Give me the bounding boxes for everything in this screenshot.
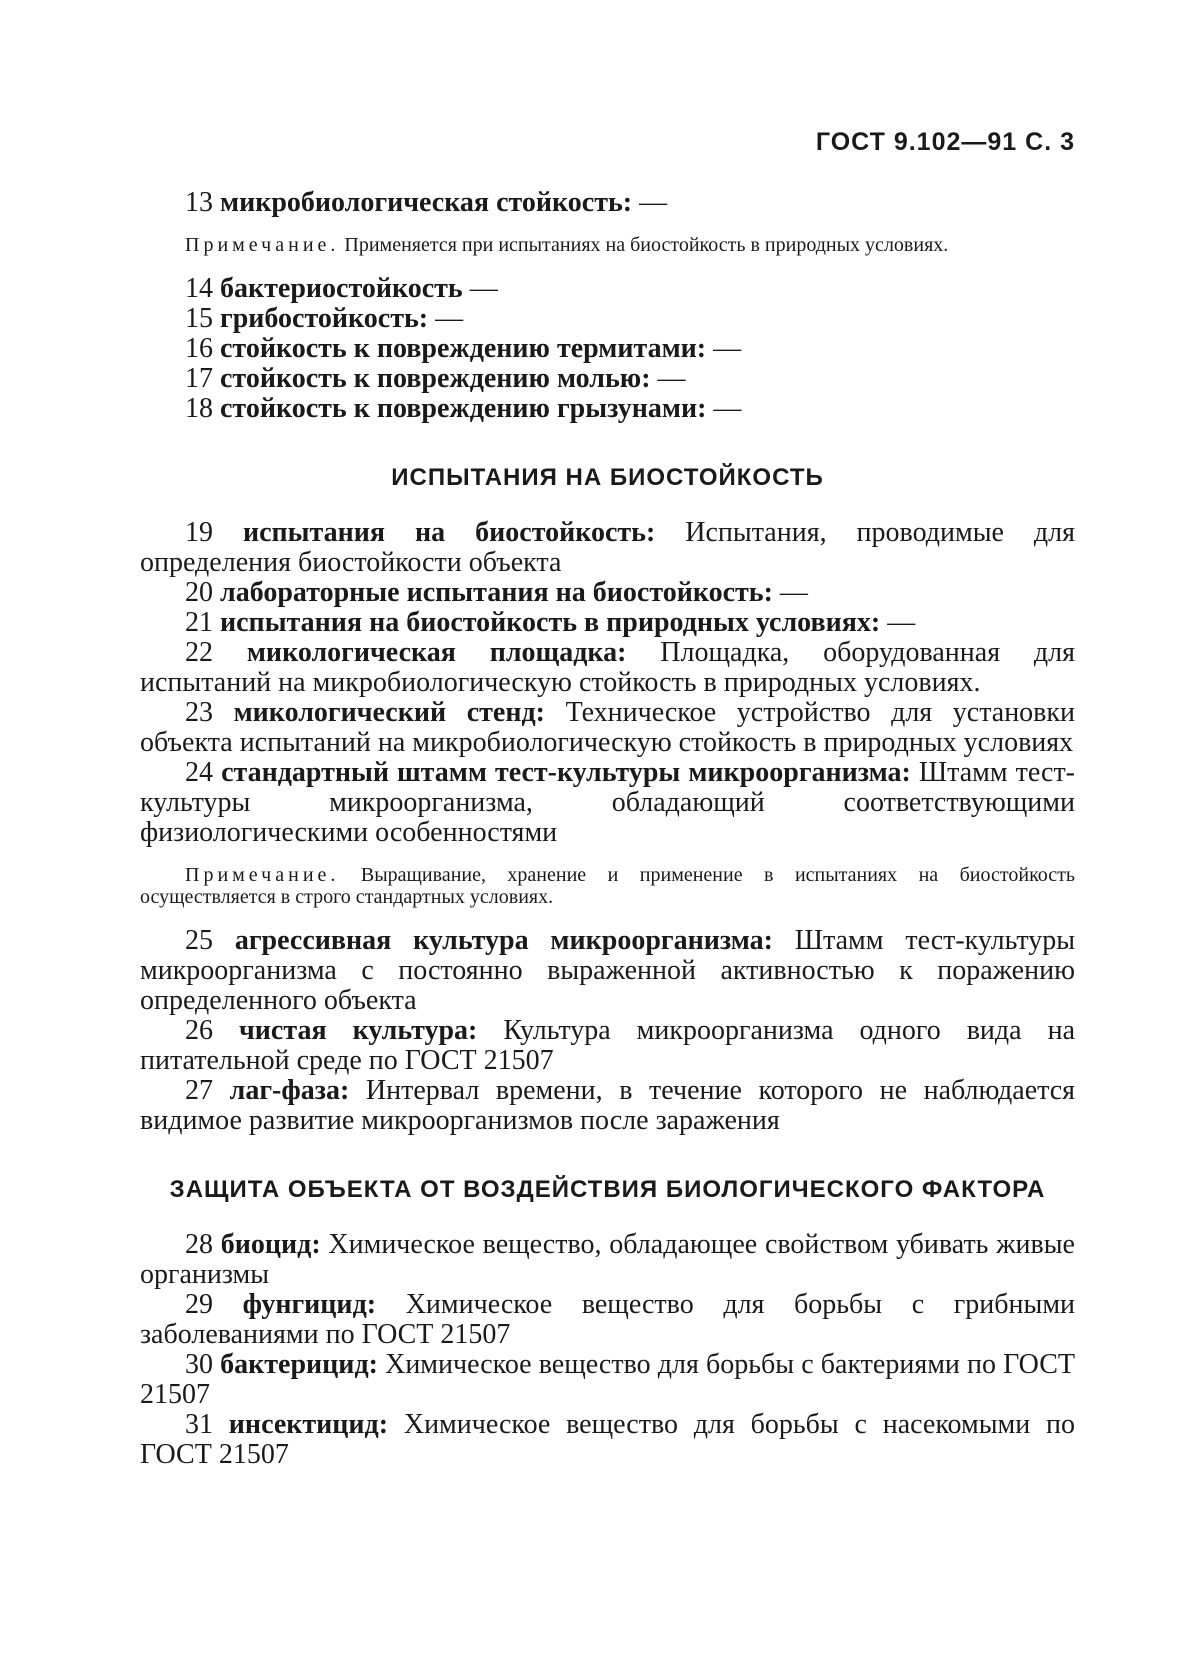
term-name: агрессивная культура микроорганизма: <box>234 925 773 956</box>
term-entry <box>140 1230 1075 1290</box>
entry-group-e <box>140 1230 1075 1470</box>
page-header: ГОСТ 9.102—91 С. 3 <box>815 128 1075 156</box>
entry-group-a <box>140 188 1075 218</box>
term-number: 15 <box>185 303 213 334</box>
term-name: испытания на биостойкость в природных условиях: <box>220 607 881 638</box>
note-b-label: Примечание. <box>185 864 340 886</box>
term-definition: Техническое устройство для установки объекта испытаний на микробиологическую стойкость в природных условиях <box>140 697 1075 758</box>
term-number: 19 <box>185 517 213 548</box>
term-number: 14 <box>185 273 213 304</box>
term-definition: — <box>469 273 498 304</box>
term-number: 13 <box>185 187 213 218</box>
entry-group-d <box>140 926 1075 1136</box>
term-name: фунгицид: <box>242 1289 377 1320</box>
term-definition: — <box>779 577 808 608</box>
entry-group-b <box>140 274 1075 424</box>
term-entry <box>140 698 1075 758</box>
term-name: инсектицид: <box>228 1409 389 1440</box>
term-name: бактерицид: <box>220 1349 378 1380</box>
term-number: 28 <box>185 1229 213 1260</box>
entry-group-c <box>140 518 1075 848</box>
term-number: 25 <box>185 925 213 956</box>
note-a-label: Примечание. <box>185 234 340 256</box>
term-number: 16 <box>185 333 213 364</box>
term-name: микологическая площадка: <box>246 637 627 668</box>
term-definition: Химическое вещество, обладающее свойством убивать живые организмы <box>140 1229 1075 1290</box>
term-definition: Химическое вещество для борьбы с грибными заболеваниями по ГОСТ 21507 <box>140 1289 1076 1350</box>
term-number: 31 <box>185 1409 213 1440</box>
section-heading-tests: ИСПЫТАНИЯ НА БИОСТОЙКОСТЬ <box>391 464 824 491</box>
term-entry <box>140 304 1075 334</box>
term-number: 26 <box>185 1015 213 1046</box>
term-entry <box>140 1290 1075 1350</box>
term-name: стойкость к повреждению грызунами: <box>220 393 707 424</box>
term-definition: — <box>713 393 742 424</box>
term-definition: — <box>657 363 686 394</box>
term-number: 20 <box>185 577 213 608</box>
term-name: микологический стенд: <box>233 697 545 728</box>
term-definition: Штамм тест-культуры микроорганизма с постоянно выраженной активностью к поражению определенного объекта <box>140 925 1076 1016</box>
term-name: бактериостойкость <box>220 273 463 304</box>
term-entry <box>140 394 1075 424</box>
term-entry <box>140 518 1075 578</box>
term-name: микробиологическая стойкость: <box>220 187 633 218</box>
term-entry <box>140 1350 1075 1410</box>
term-name: стойкость к повреждению термитами: <box>220 333 707 364</box>
term-definition: Площадка, оборудованная для испытаний на микробиологическую стойкость в природных условиях. <box>140 637 1076 698</box>
page-content <box>140 188 1075 1470</box>
term-definition: — <box>887 607 916 638</box>
term-entry <box>140 578 1075 608</box>
term-number: 29 <box>185 1289 213 1320</box>
term-definition: Интервал времени, в течение которого не наблюдается видимое развитие микроорганизмов после заражения <box>140 1075 1076 1136</box>
note-a <box>140 234 1075 256</box>
term-entry <box>140 1410 1075 1470</box>
term-definition: Химическое вещество для борьбы с насекомыми по ГОСТ 21507 <box>140 1409 1076 1470</box>
term-name: испытания на биостойкость: <box>242 517 656 548</box>
term-name: стойкость к повреждению молью: <box>220 363 651 394</box>
term-name: грибостойкость: <box>220 303 429 334</box>
term-entry <box>140 364 1075 394</box>
term-entry <box>140 1016 1075 1076</box>
term-name: стандартный штамм тест-культуры микроорганизма: <box>221 757 911 788</box>
term-definition: Штамм тест-культуры микроорганизма, обладающий соответствующими физиологическими особенностями <box>140 757 1076 848</box>
term-entry <box>140 926 1075 1016</box>
term-number: 18 <box>185 393 213 424</box>
term-number: 24 <box>185 757 213 788</box>
term-entry <box>140 758 1075 848</box>
term-entry <box>140 638 1075 698</box>
term-number: 30 <box>185 1349 213 1380</box>
term-name: лабораторные испытания на биостойкость: <box>220 577 773 608</box>
term-number: 23 <box>185 697 213 728</box>
term-definition: — <box>435 303 464 334</box>
note-b <box>140 864 1075 908</box>
term-definition: Культура микроорганизма одного вида на питательной среде по ГОСТ 21507 <box>140 1015 1075 1076</box>
term-entry <box>140 608 1075 638</box>
note-a-text: Применяется при испытаниях на биостойкость в природных условиях. <box>344 234 949 256</box>
term-definition: Испытания, проводимые для определения биостойкости объекта <box>140 517 1076 578</box>
term-number: 21 <box>185 607 213 638</box>
term-definition: — <box>639 187 668 218</box>
term-name: лаг-фаза: <box>229 1075 350 1106</box>
term-number: 17 <box>185 363 213 394</box>
term-entry <box>140 188 1075 218</box>
term-entry <box>140 274 1075 304</box>
section-heading-protection: ЗАЩИТА ОБЪЕКТА ОТ ВОЗДЕЙСТВИЯ БИОЛОГИЧЕСКОГО ФАКТОРА <box>169 1176 1046 1203</box>
term-definition: Химическое вещество для борьбы с бактериями по ГОСТ 21507 <box>140 1349 1076 1410</box>
term-definition: — <box>713 333 742 364</box>
term-name: биоцид: <box>220 1229 321 1260</box>
term-name: чистая культура: <box>239 1015 478 1046</box>
note-b-text: Выращивание, хранение и применение в испытаниях на биостойкость осуществляется в строго стандартных условиях. <box>140 864 1075 908</box>
term-entry <box>140 1076 1075 1136</box>
term-number: 22 <box>185 637 213 668</box>
term-entry <box>140 334 1075 364</box>
term-number: 27 <box>185 1075 213 1106</box>
